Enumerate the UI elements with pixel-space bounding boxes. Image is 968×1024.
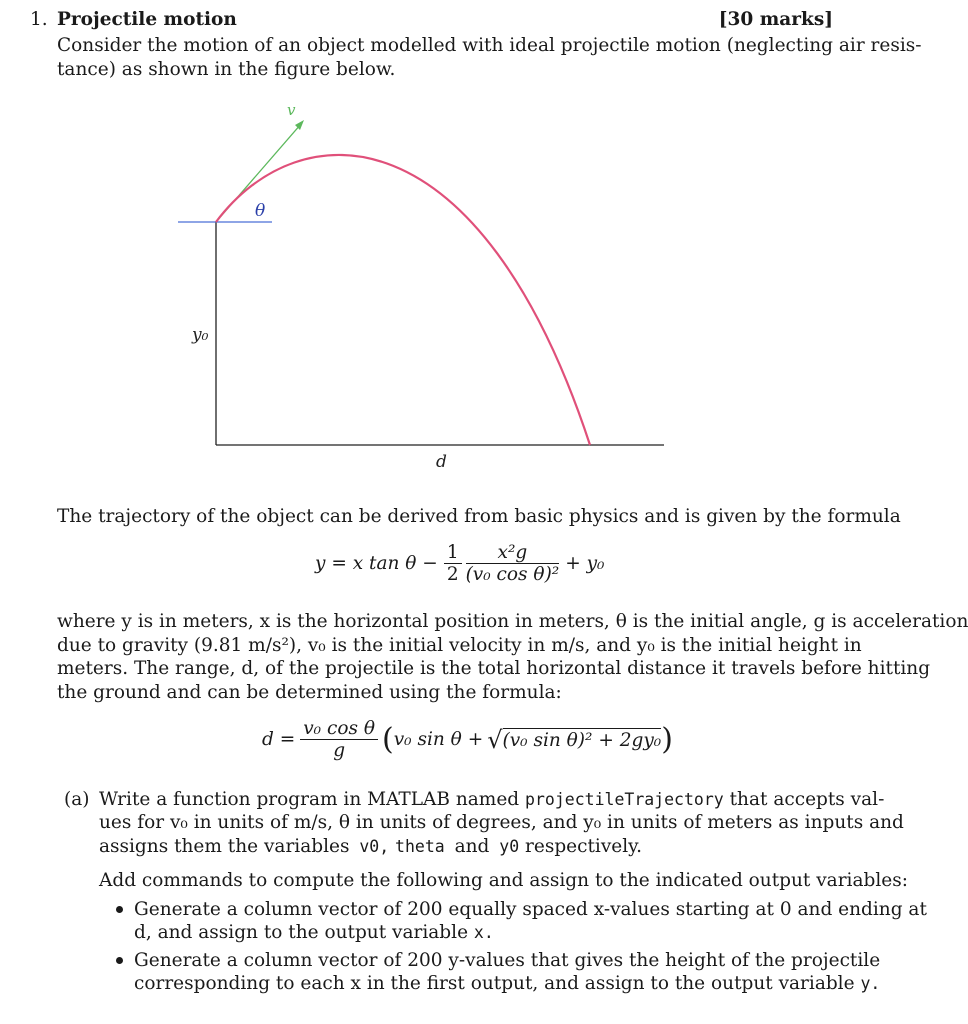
eq2-lhs: d = [262, 729, 296, 750]
question-number: 1. [30, 9, 48, 30]
where-line: the ground and can be determined using the formula: [57, 681, 562, 703]
part-a-line2: ues for v₀ in units of m/s, θ in units of degrees, and y₀ in units of meters as inputs and [99, 812, 904, 833]
eq1-half [444, 542, 462, 585]
code-theta: theta [395, 837, 445, 856]
part-a-text: that accepts val- [729, 789, 885, 810]
eq2-numerator: v₀ cos θ [300, 718, 378, 740]
intro-paragraph [57, 34, 922, 81]
eq1-numerator: x²g [466, 542, 560, 564]
where-line: due to gravity (9.81 m/s²), v₀ is the initial velocity in m/s, and y₀ is the initial height in [57, 634, 862, 656]
where-paragraph [57, 610, 968, 704]
eq2-fraction [300, 718, 378, 761]
part-a-line1 [99, 788, 884, 812]
question-title: Projectile motion [57, 9, 237, 30]
trajectory-curve [216, 155, 590, 445]
height-label: y₀ [192, 325, 209, 345]
code-x: x. [473, 923, 494, 942]
trajectory-equation [315, 542, 604, 585]
bullet-dot [116, 906, 123, 913]
eq1-two: 2 [446, 564, 459, 585]
part-a-label: (a) [64, 789, 90, 810]
intro-line: Consider the motion of an object modelled with ideal projectile motion (neglecting air resis- [57, 35, 922, 56]
bullet1-line2 [134, 921, 494, 945]
where-line: meters. The range, d, of the projectile is the total horizontal distance it travels before hitting [57, 658, 931, 679]
eq1-fraction [466, 542, 560, 585]
part-a-line3 [99, 835, 642, 859]
eq2-denominator: g [333, 740, 346, 761]
eq2-inner: v₀ sin θ + [393, 729, 484, 750]
bullet-text: d, and assign to the output variable [134, 922, 469, 943]
code-y: y. [860, 974, 881, 993]
eq1-lhs: y = x tan θ − [315, 553, 438, 574]
angle-label: θ [255, 201, 266, 221]
bullet2-line1: Generate a column vector of 200 y-values that gives the height of the projectile [134, 950, 881, 971]
bullet2-line2 [134, 972, 880, 996]
add-commands-text: Add commands to compute the following and assign to the indicated output variables: [99, 870, 908, 891]
function-name-code: projectileTrajectory [525, 790, 724, 809]
projectile-figure [0, 90, 875, 570]
velocity-label: v [287, 101, 296, 119]
bullet-text: corresponding to each x in the first output, and assign to the output variable [134, 973, 855, 994]
code-y0: y0 [499, 837, 520, 856]
range-label: d [436, 452, 447, 472]
eq2-radicand: (v₀ sin θ)² + 2gy₀ [502, 730, 662, 751]
range-equation [262, 718, 673, 761]
eq1-tail: + y₀ [565, 553, 605, 574]
eq2-open-paren: ( [382, 721, 394, 757]
bullet1-line1: Generate a column vector of 200 equally spaced x-values starting at 0 and ending at [134, 899, 927, 920]
trajectory-sentence: The trajectory of the object can be derived from basic physics and is given by the formula [57, 506, 901, 527]
eq2-close-paren: ) [661, 721, 673, 757]
eq1-denominator: (v₀ cos θ)² [465, 564, 560, 585]
intro-line: tance) as shown in the figure below. [57, 58, 396, 80]
part-a-text: and [454, 836, 490, 857]
code-v0: v0, [359, 837, 390, 856]
part-a-text: respectively. [525, 836, 643, 857]
part-a-text: assigns them the variables [99, 836, 350, 857]
where-line: where y is in meters, x is the horizontal position in meters, θ is the initial angle, g is acceleration [57, 611, 968, 632]
bullet-dot [116, 957, 123, 964]
part-a-text: Write a function program in MATLAB named [99, 789, 520, 810]
sqrt-sign: √ [487, 725, 503, 754]
question-marks: [30 marks] [718, 9, 833, 30]
eq1-one: 1 [444, 542, 462, 564]
